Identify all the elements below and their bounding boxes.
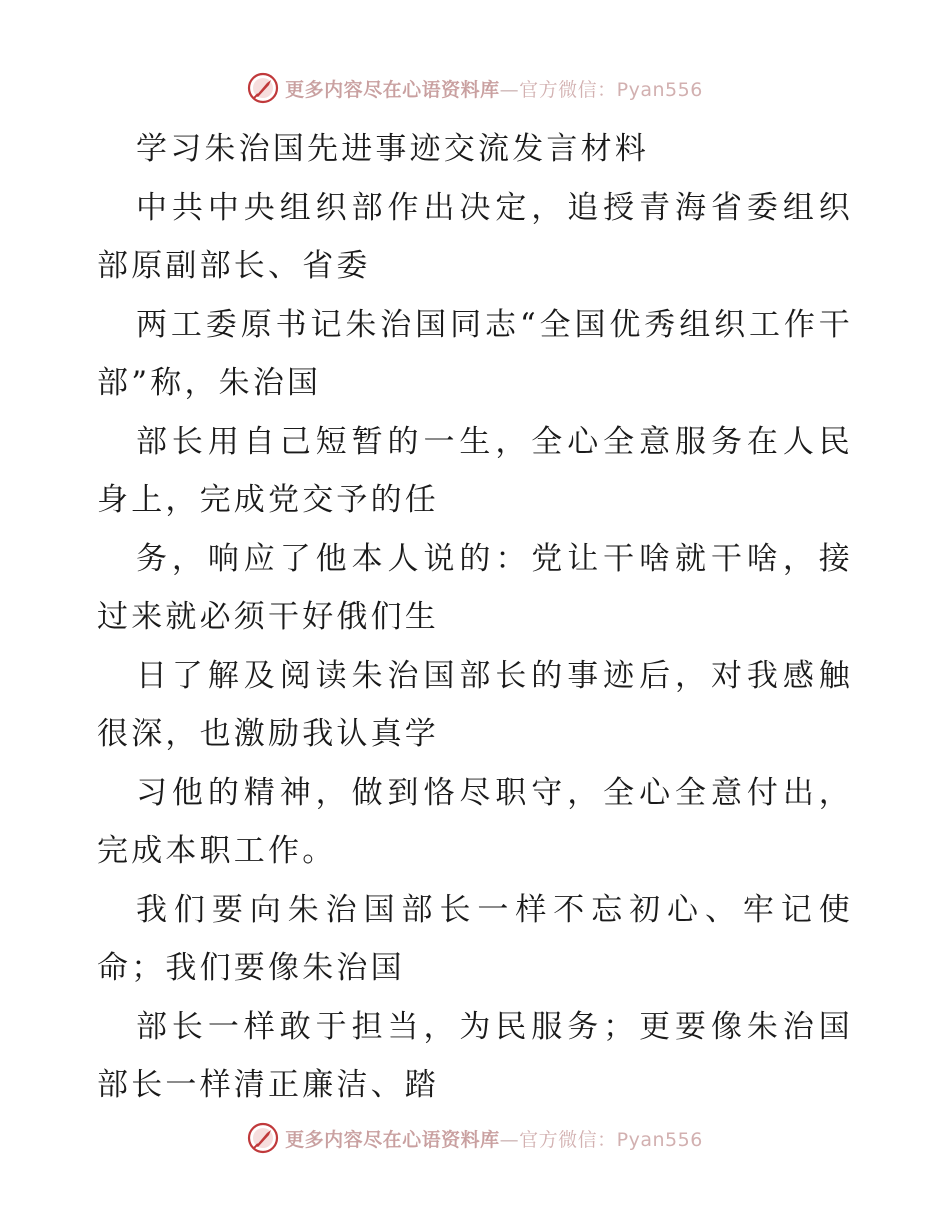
pen-nib-logo-icon	[247, 1122, 279, 1154]
paragraph-4: 务，响应了他本人说的：党让干啥就干啥，接过来就必须干好俄们生	[97, 540, 853, 635]
footer-brand-account: 官方微信：Pyan556	[519, 1128, 703, 1151]
paragraph-1: 中共中央组织部作出决定，追授青海省委组织部原副部长、省委	[97, 189, 853, 284]
paragraph-7: 我们要向朱治国部长一样不忘初心、牢记使命；我们要像朱治国	[97, 891, 853, 986]
footer-brand-text	[285, 1125, 703, 1152]
footer-brand-main: 更多内容尽在心语资料库	[285, 1128, 500, 1151]
header-brand-main: 更多内容尽在心语资料库	[285, 78, 500, 101]
paragraph-8: 部长一样敢于担当，为民服务；更要像朱治国部长一样清正廉洁、踏	[97, 1008, 853, 1103]
header-brand-account: 官方微信：Pyan556	[519, 78, 703, 101]
paragraph-2: 两工委原书记朱治国同志“全国优秀组织工作干部”称，朱治国	[97, 306, 853, 401]
paragraph-5: 日了解及阅读朱治国部长的事迹后，对我感触很深，也激励我认真学	[97, 657, 853, 752]
document-title: 学习朱治国先进事迹交流发言材料	[136, 131, 649, 167]
header-brand-text	[285, 75, 703, 102]
document-body	[97, 120, 853, 1115]
header-brand-separator: —	[499, 78, 520, 101]
paragraph-3: 部长用自己短暂的一生，全心全意服务在人民身上，完成党交予的任	[97, 423, 853, 518]
pen-nib-logo-icon	[247, 72, 279, 104]
page-header	[0, 68, 950, 108]
footer-brand-separator: —	[499, 1128, 520, 1151]
footer-brand	[247, 1122, 703, 1154]
header-brand	[247, 72, 703, 104]
page-footer	[0, 1118, 950, 1158]
paragraph-6: 习他的精神，做到恪尽职守，全心全意付出，完成本职工作。	[97, 774, 853, 869]
